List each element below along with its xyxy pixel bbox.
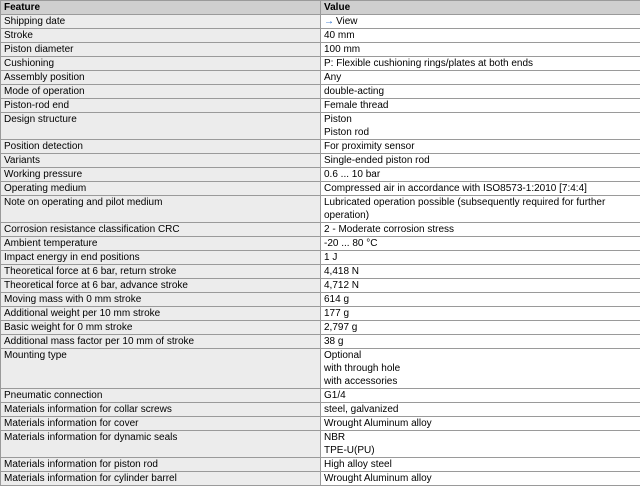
table-row [1,29,640,43]
value-line: 1 J [324,252,338,263]
value-cell [321,458,640,472]
feature-cell: Corrosion resistance classification CRC [1,223,321,237]
view-link[interactable] [324,16,358,27]
value-line: 100 mm [324,44,361,55]
value-cell [321,265,640,279]
value-line: 4,418 N [324,266,360,277]
value-cell [321,182,640,196]
table-row [1,196,640,223]
feature-cell: Assembly position [1,71,321,85]
table-row [1,335,640,349]
table-row [1,321,640,335]
table-row [1,472,640,486]
value-cell [321,417,640,431]
value-line: P: Flexible cushioning rings/plates at both ends [324,58,534,69]
feature-cell: Ambient temperature [1,237,321,251]
value-line: -20 ... 80 °C [324,238,378,249]
feature-cell: Additional mass factor per 10 mm of stroke [1,335,321,349]
feature-cell: Pneumatic connection [1,389,321,403]
value-line: 0.6 ... 10 bar [324,169,381,180]
feature-cell: Mode of operation [1,85,321,99]
value-cell [321,293,640,307]
value-line: Wrought Aluminum alloy [324,418,432,429]
feature-cell: Theoretical force at 6 bar, return stroke [1,265,321,279]
feature-cell: Basic weight for 0 mm stroke [1,321,321,335]
table-row [1,265,640,279]
value-line: High alloy steel [324,459,392,470]
value-line: with accessories [324,376,398,387]
table-row [1,71,640,85]
feature-cell: Position detection [1,140,321,154]
value-cell [321,85,640,99]
table-row [1,293,640,307]
table-row [1,431,640,458]
feature-cell: Impact energy in end positions [1,251,321,265]
table-row [1,168,640,182]
value-line: 38 g [324,336,344,347]
value-line: For proximity sensor [324,141,415,152]
feature-cell: Moving mass with 0 mm stroke [1,293,321,307]
table-row [1,251,640,265]
feature-cell: Cushioning [1,57,321,71]
feature-cell: Shipping date [1,15,321,29]
feature-cell: Mounting type [1,349,321,389]
value-cell [321,279,640,293]
value-line: 40 mm [324,30,355,41]
value-cell [321,15,640,29]
value-line: Compressed air in accordance with ISO8573-1:2010 [7:4:4] [324,183,587,194]
table-row [1,279,640,293]
value-cell [321,223,640,237]
value-cell [321,321,640,335]
feature-cell: Additional weight per 10 mm stroke [1,307,321,321]
value-cell [321,140,640,154]
feature-cell: Note on operating and pilot medium [1,196,321,223]
value-line: Single-ended piston rod [324,155,430,166]
value-cell [321,431,640,458]
header-row [1,1,640,15]
header-feature: Feature [1,1,321,15]
value-cell [321,403,640,417]
value-line: 177 g [324,308,350,319]
value-cell [321,29,640,43]
value-line: Any [324,72,342,83]
value-line: 614 g [324,294,350,305]
table-row [1,99,640,113]
feature-cell: Piston-rod end [1,99,321,113]
value-line: Female thread [324,100,389,111]
value-cell [321,237,640,251]
table-row [1,15,640,29]
table-row [1,85,640,99]
feature-cell: Materials information for piston rod [1,458,321,472]
table-row [1,182,640,196]
table-row [1,237,640,251]
table-row [1,389,640,403]
table-row [1,403,640,417]
value-line: 2,797 g [324,322,358,333]
value-line: Optional [324,350,362,361]
value-cell [321,168,640,182]
table-row [1,417,640,431]
value-cell [321,99,640,113]
table-row [1,223,640,237]
value-cell [321,307,640,321]
feature-cell: Theoretical force at 6 bar, advance stroke [1,279,321,293]
table-row [1,307,640,321]
value-line: double-acting [324,86,385,97]
value-cell [321,71,640,85]
feature-cell: Piston diameter [1,43,321,57]
feature-cell: Materials information for cover [1,417,321,431]
value-line: Piston [324,114,352,125]
feature-cell: Materials information for cylinder barrel [1,472,321,486]
value-line: 4,712 N [324,280,360,291]
feature-cell: Variants [1,154,321,168]
table-row [1,57,640,71]
header-value: Value [321,1,640,15]
feature-cell: Operating medium [1,182,321,196]
value-cell [321,349,640,389]
table-row [1,349,640,389]
value-line: with through hole [324,363,401,374]
value-line: Piston rod [324,127,370,138]
value-cell [321,57,640,71]
feature-cell: Working pressure [1,168,321,182]
value-line: 2 - Moderate corrosion stress [324,224,455,235]
view-link-label: View [336,16,358,27]
value-cell [321,113,640,140]
value-cell [321,154,640,168]
value-line: TPE-U(PU) [324,445,375,456]
value-cell [321,389,640,403]
value-cell [321,251,640,265]
arrow-right-icon: → [324,16,334,27]
value-line: Wrought Aluminum alloy [324,473,432,484]
table-row [1,458,640,472]
table-body [1,15,640,486]
value-line: operation) [324,210,370,221]
value-cell [321,43,640,57]
feature-cell: Stroke [1,29,321,43]
value-line: steel, galvanized [324,404,399,415]
value-line: G1/4 [324,390,346,401]
value-line: Lubricated operation possible (subsequently required for further [324,197,606,208]
value-cell [321,196,640,223]
table-row [1,140,640,154]
feature-cell: Design structure [1,113,321,140]
value-cell [321,335,640,349]
feature-cell: Materials information for dynamic seals [1,431,321,458]
table-row [1,43,640,57]
table-row [1,154,640,168]
feature-cell: Materials information for collar screws [1,403,321,417]
table-row [1,113,640,140]
value-line: NBR [324,432,346,443]
value-cell [321,472,640,486]
